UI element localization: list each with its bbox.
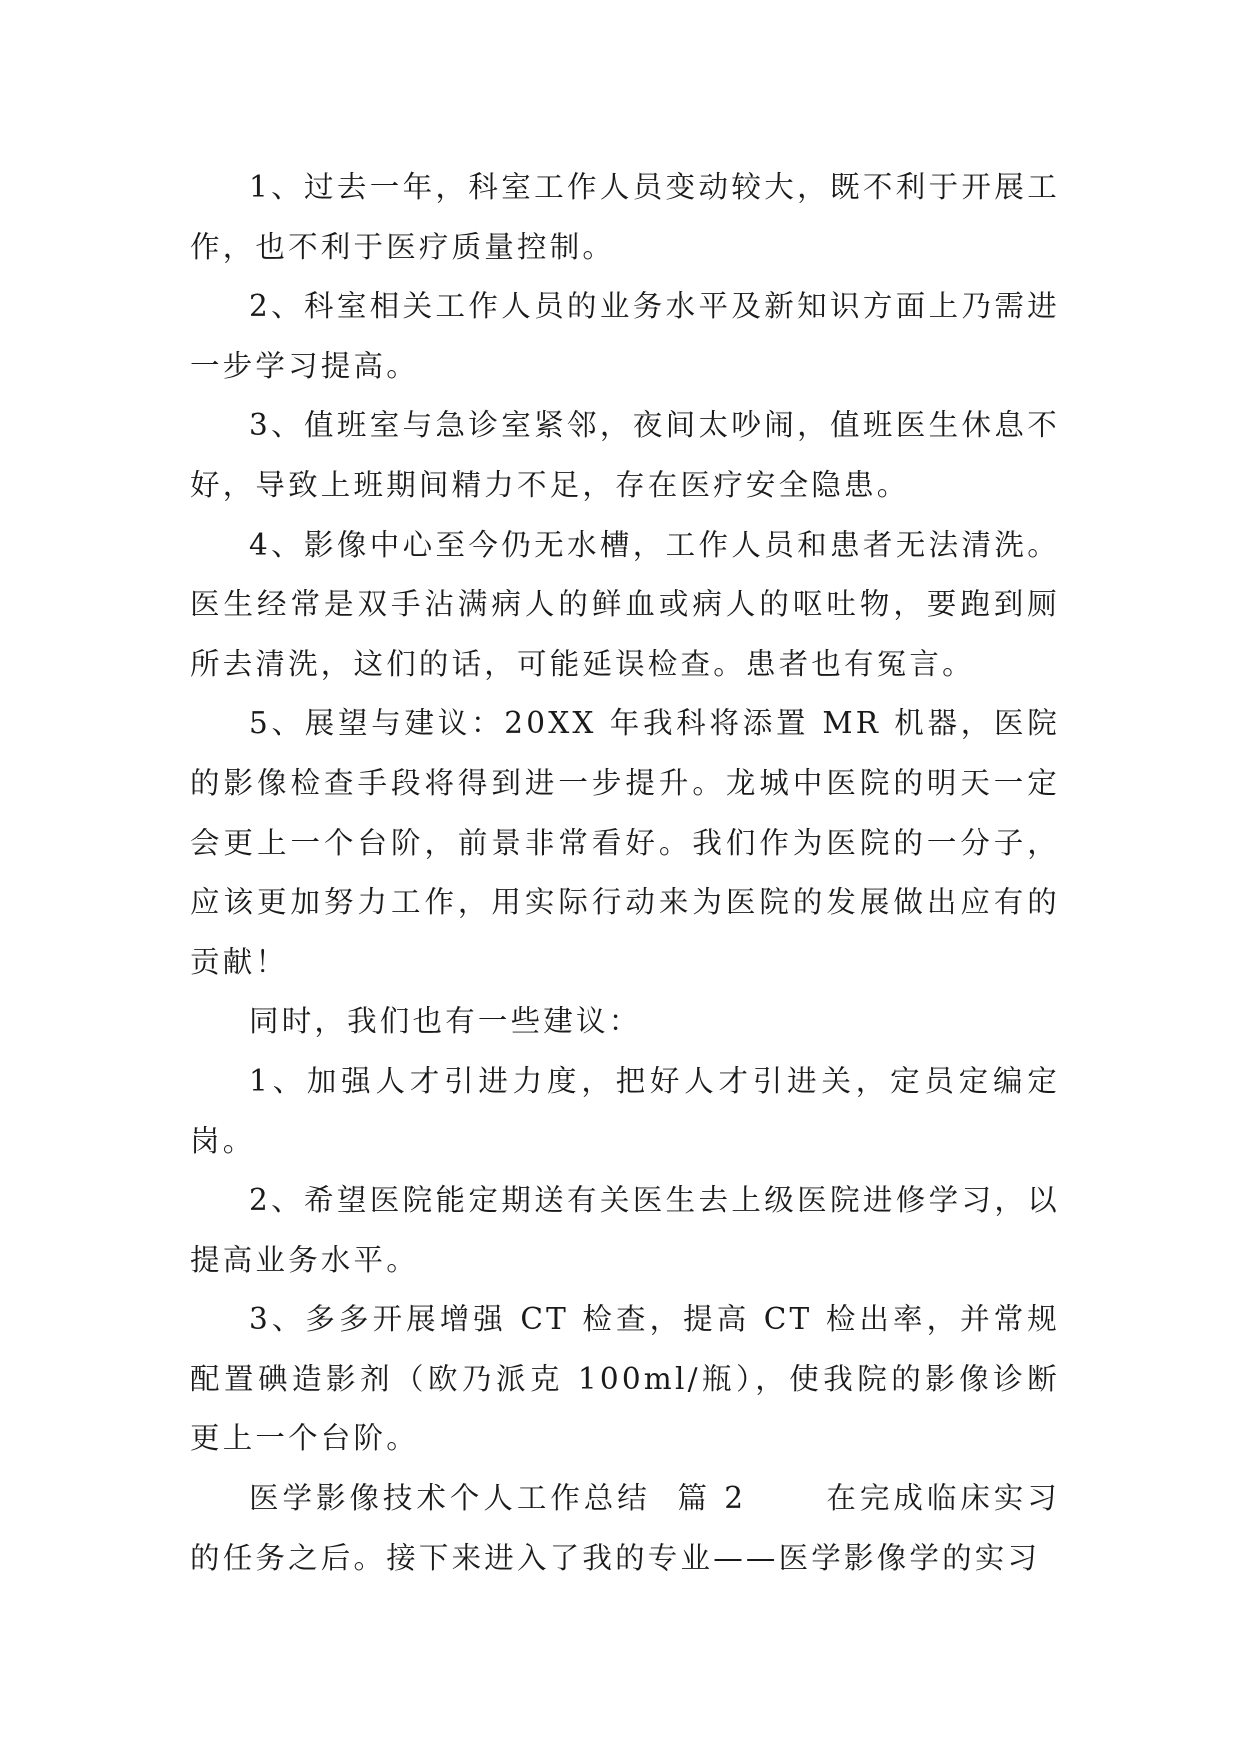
paragraph-outlook-5: 5、展望与建议：20XX 年我科将添置 MR 机器，医院的影像检查手段将得到进一步提升。龙城中医院的明天一定会更上一个台阶，前景非常看好。我们作为医院的一分子，应该更加努力工作，用实际行动来为医院的发展做出应有的贡献！ <box>190 706 1060 979</box>
paragraph-issue-4: 4、影像中心至今仍无水槽，工作人员和患者无法清洗。医生经常是双手沾满病人的鲜血或病人的呕吐物，要跑到厕所去清洗，这们的话，可能延误检查。患者也有冤言。 <box>190 527 1060 681</box>
paragraph-suggestion-1: 1、加强人才引进力度，把好人才引进关，定员定编定岗。 <box>190 1063 1060 1158</box>
paragraph-suggestion-3: 3、多多开展增强 CT 检查，提高 CT 检出率，并常规配置碘造影剂（欧乃派克 100ml/瓶），使我院的影像诊断更上一个台阶。 <box>190 1302 1060 1456</box>
paragraph-suggestions-intro: 同时，我们也有一些建议： <box>249 1004 642 1039</box>
paragraph-suggestion-2: 2、希望医院能定期送有关医生去上级医院进修学习，以提高业务水平。 <box>190 1183 1060 1277</box>
paragraph-issue-2: 2、科室相关工作人员的业务水平及新知识方面上乃需进一步学习提高。 <box>190 289 1060 383</box>
paragraph-issue-1: 1、过去一年，科室工作人员变动较大，既不利于开展工作，也不利于医疗质量控制。 <box>190 170 1060 264</box>
paragraph-issue-3: 3、值班室与急诊室紧邻，夜间太吵闹，值班医生休息不好，导致上班期间精力不足，存在医疗安全隐患。 <box>190 408 1060 502</box>
paragraph-section-2-start: 医学影像技术个人工作总结 篇 2 在完成临床实习的任务之后。接下来进入了我的专业——医学影像学的实习 <box>190 1481 1060 1575</box>
document-body <box>190 158 1060 1588</box>
